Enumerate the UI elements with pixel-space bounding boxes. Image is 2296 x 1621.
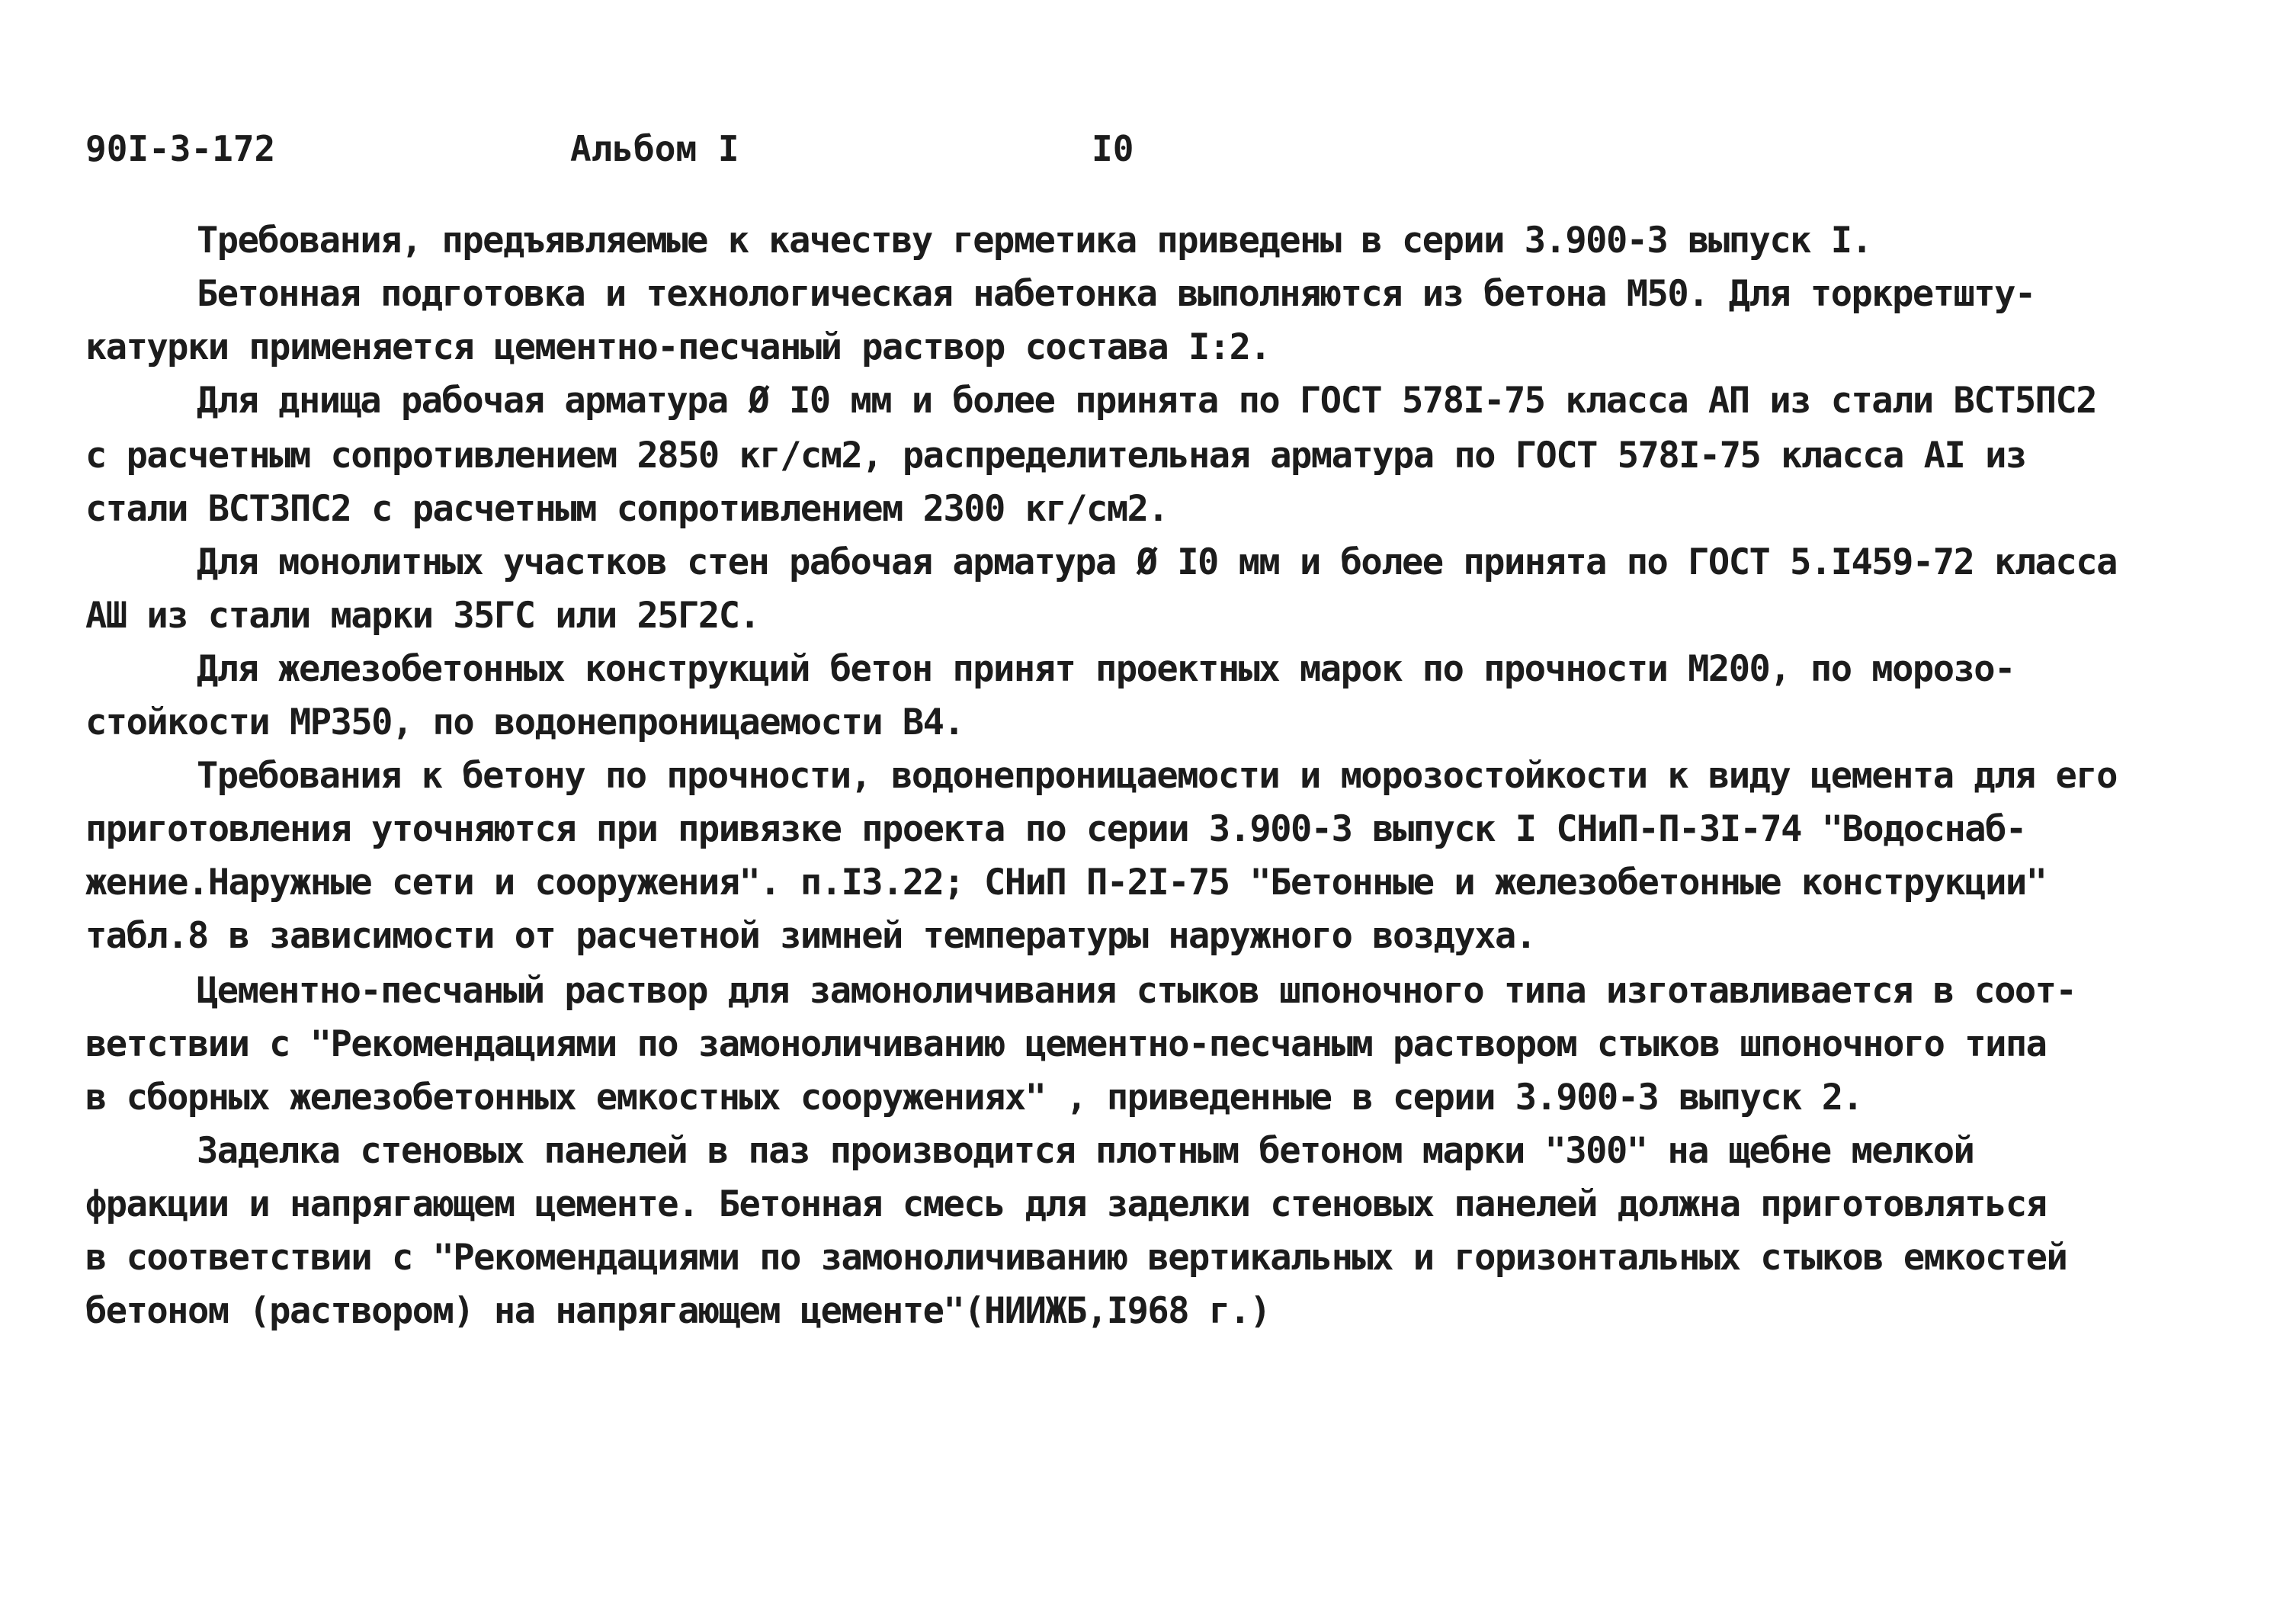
text-line: стойкости МР350, по водонепроницаемости В4. <box>85 701 964 743</box>
text-line: Заделка стеновых панелей в паз производится плотным бетоном марки "300" на щебне мелкой <box>197 1130 1974 1172</box>
text-line: Цементно-песчаный раствор для замоноличивания стыков шпоночного типа изготавливается в соот- <box>197 970 2076 1012</box>
text-line: жение.Наружные сети и сооружения". п.I3.22; СНиП П-2I-75 "Бетонные и железобетонные конструкции" <box>85 862 2047 904</box>
text-line: в сборных железобетонных емкостных сооружениях" , приведенные в серии 3.900-3 выпуск 2. <box>85 1077 1863 1119</box>
document-code: 90I-3-172 <box>85 128 276 169</box>
text-line: стали ВСТ3ПС2 с расчетным сопротивлением 2300 кг/см2. <box>85 488 1169 530</box>
text-line: ветствии с "Рекомендациями по замоноличиванию цементно-песчаным раствором стыков шпоночного типа <box>85 1023 2047 1065</box>
text-line: Для днища рабочая арматура Ø I0 мм и более принята по ГОСТ 578I-75 класса АП из стали ВСТ5ПС2 <box>197 380 2097 422</box>
text-line: Бетонная подготовка и технологическая набетонка выполняются из бетона М50. Для торкретшту- <box>197 273 2035 315</box>
text-line: приготовления уточняются при привязке проекта по серии 3.900-3 выпуск I СНиП-П-3I-74 "Водоснаб- <box>85 808 2026 850</box>
text-line: АШ из стали марки 35ГС или 25Г2С. <box>85 595 760 637</box>
text-line: фракции и напрягающем цементе. Бетонная смесь для заделки стеновых панелей должна приготовляться <box>85 1183 2047 1225</box>
album-label: Альбом I <box>570 128 739 169</box>
page-header <box>0 128 2296 181</box>
text-line: Требования, предъявляемые к качеству герметика приведены в серии 3.900-3 выпуск I. <box>197 220 1872 262</box>
page-number: I0 <box>1092 128 1134 169</box>
text-line: в соответствии с "Рекомендациями по замоноличиванию вертикальных и горизонтальных стыков емкостей <box>85 1237 2067 1279</box>
text-line: Для железобетонных конструкций бетон принят проектных марок по прочности М200, по морозо- <box>197 648 2015 690</box>
text-line: табл.8 в зависимости от расчетной зимней температуры наружного воздуха. <box>85 915 1536 957</box>
text-line: Требования к бетону по прочности, водонепроницаемости и морозостойкости к виду цемента для его <box>197 755 2117 797</box>
text-line: с расчетным сопротивлением 2850 кг/см2, распределительная арматура по ГОСТ 578I-75 класса AI из <box>85 435 2026 477</box>
text-line: бетоном (раствором) на напрягающем цементе"(НИИЖБ,I968 г.) <box>85 1290 1271 1332</box>
text-line: Для монолитных участков стен рабочая арматура Ø I0 мм и более принята по ГОСТ 5.I459-72 класса <box>197 541 2117 583</box>
text-line: катурки применяется цементно-песчаный раствор состава I:2. <box>85 326 1271 368</box>
